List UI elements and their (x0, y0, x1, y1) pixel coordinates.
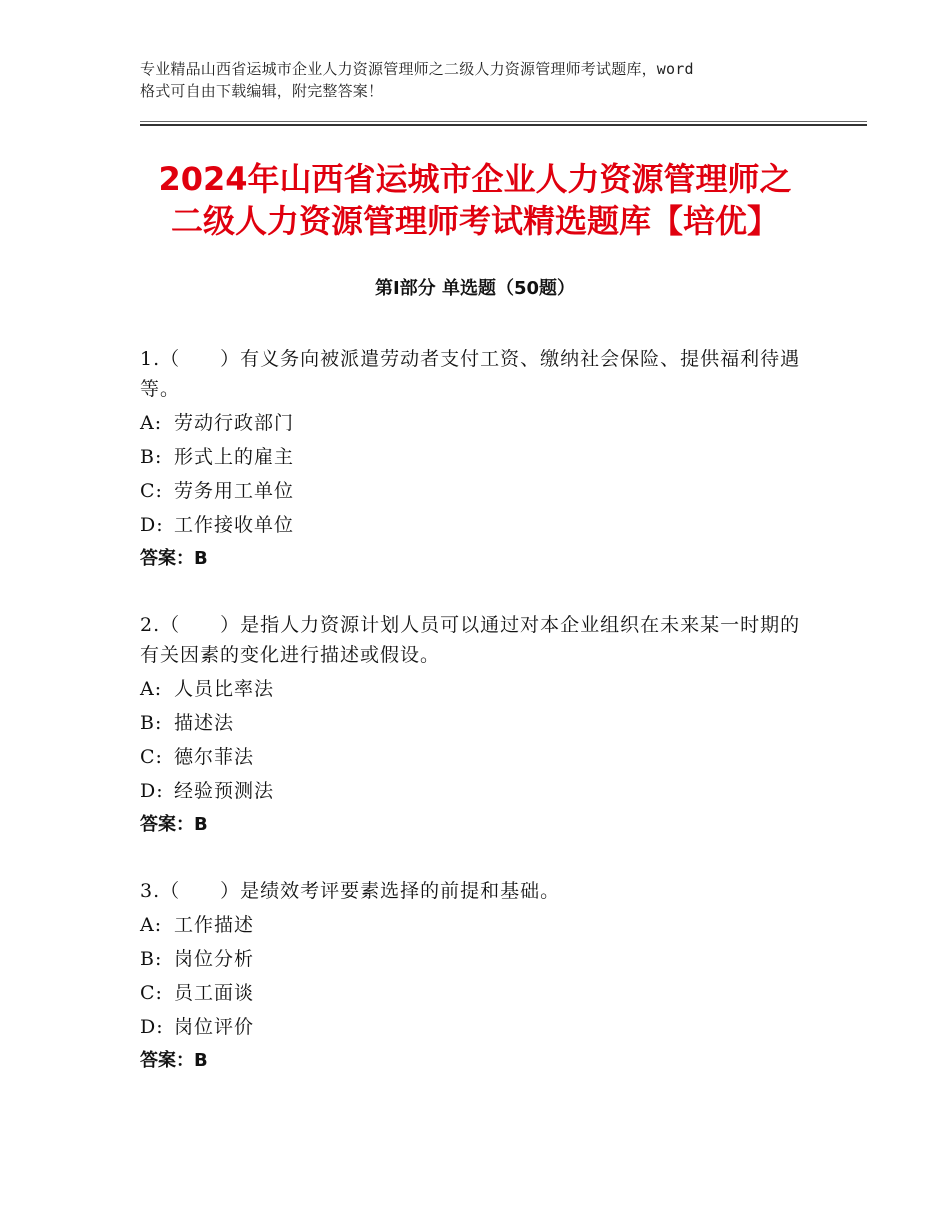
option-key: C: (140, 982, 163, 1004)
option-key: B: (140, 948, 163, 970)
question-option-a (140, 674, 810, 708)
option-key: A: (140, 914, 163, 936)
option-text: 岗位分析 (174, 948, 255, 970)
option-text: 德尔菲法 (174, 746, 255, 768)
question-option-a (140, 408, 810, 442)
question-stem: 1.（ ）有义务向被派遣劳动者支付工资、缴纳社会保险、提供福利待遇等。 (140, 348, 801, 400)
option-key: B: (140, 712, 163, 734)
question-option-a (140, 910, 810, 944)
question-option-b (140, 708, 810, 742)
question-2 (140, 610, 810, 844)
option-text: 岗位评价 (174, 1016, 255, 1038)
option-key: C: (140, 746, 163, 768)
question-option-d (140, 1012, 810, 1046)
question-1 (140, 344, 810, 578)
question-spacer (140, 844, 810, 876)
option-text: 劳动行政部门 (174, 412, 295, 434)
option-text: 形式上的雇主 (174, 446, 295, 468)
option-text: 工作描述 (174, 914, 255, 936)
document-title (100, 158, 850, 242)
option-text: 描述法 (174, 712, 235, 734)
header-note (140, 58, 830, 102)
question-option-d (140, 510, 810, 544)
question-stem: 3.（ ）是绩效考评要素选择的前提和基础。 (140, 880, 561, 902)
header-note-line-2: 格式可自由下载编辑，附完整答案！ (140, 82, 384, 100)
question-answer: 答案：B (140, 548, 208, 569)
option-key: D: (140, 514, 164, 536)
document-title-line-2: 二级人力资源管理师考试精选题库【培优】 (170, 202, 779, 240)
question-option-c (140, 978, 810, 1012)
question-list (140, 344, 810, 1080)
question-answer: 答案：B (140, 1050, 208, 1071)
option-text: 工作接收单位 (174, 514, 295, 536)
document-title-line-1: 2024年山西省运城市企业人力资源管理师之 (158, 160, 792, 198)
question-answer: 答案：B (140, 814, 208, 835)
option-text: 员工面谈 (174, 982, 255, 1004)
option-key: A: (140, 412, 163, 434)
question-spacer (140, 578, 810, 610)
option-key: C: (140, 480, 163, 502)
question-option-c (140, 476, 810, 510)
question-option-b (140, 442, 810, 476)
header-note-line-1: 专业精品山西省运城市企业人力资源管理师之二级人力资源管理师考试题库，word (140, 60, 694, 78)
option-key: D: (140, 1016, 164, 1038)
question-3 (140, 876, 810, 1080)
question-option-b (140, 944, 810, 978)
option-key: B: (140, 446, 163, 468)
option-text: 人员比率法 (174, 678, 275, 700)
option-text: 经验预测法 (174, 780, 275, 802)
section-title: 第Ⅰ部分 单选题（50题） (374, 278, 575, 299)
header-divider (140, 121, 867, 126)
question-option-d (140, 776, 810, 810)
option-key: A: (140, 678, 163, 700)
question-option-c (140, 742, 810, 776)
option-key: D: (140, 780, 164, 802)
option-text: 劳务用工单位 (174, 480, 295, 502)
question-stem: 2.（ ）是指人力资源计划人员可以通过对本企业组织在未来某一时期的有关因素的变化进行描述或假设。 (140, 614, 801, 666)
